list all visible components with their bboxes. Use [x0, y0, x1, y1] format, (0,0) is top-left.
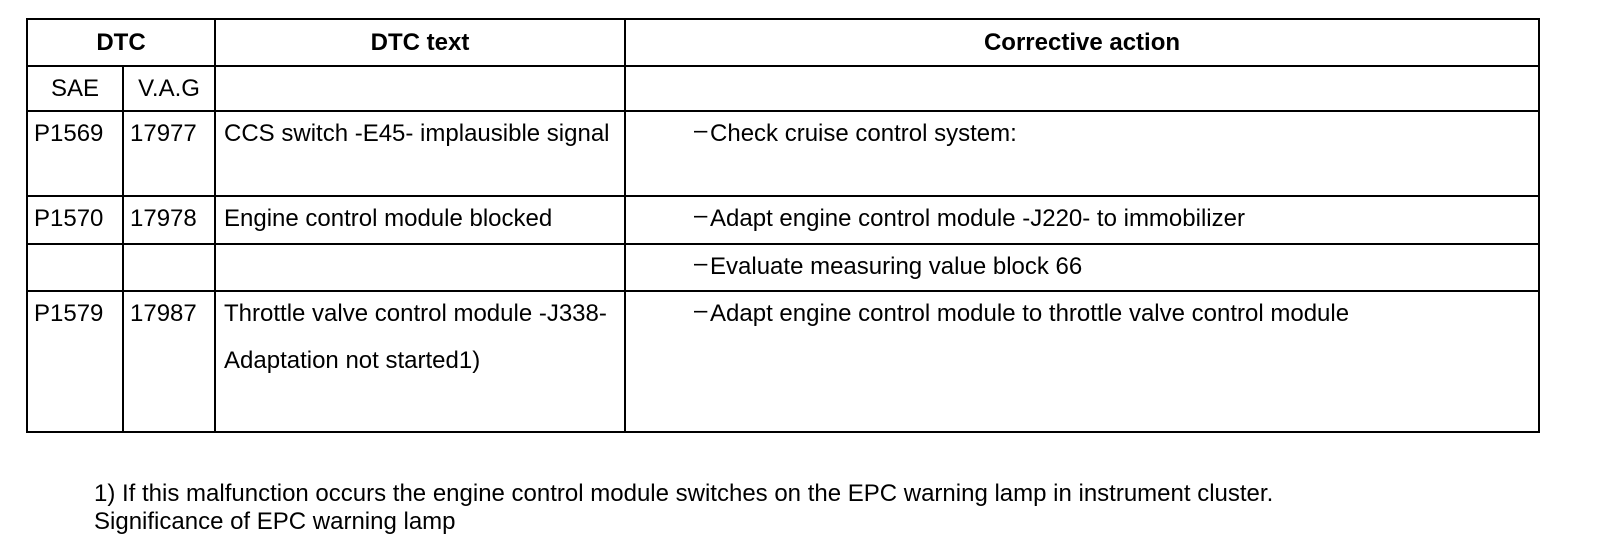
- subheader-empty-action: [625, 66, 1539, 111]
- subheader-empty-text: [215, 66, 625, 111]
- table-row: [27, 291, 1539, 432]
- sae-code-cell: P1579: [27, 291, 123, 432]
- sae-code-cell: [27, 244, 123, 291]
- table-row: [27, 196, 1539, 244]
- footnote-line: 1) If this malfunction occurs the engine control module switches on the EPC warning lamp in instrument cluster.: [94, 480, 1274, 507]
- sae-code-cell: P1570: [27, 196, 123, 244]
- dtc-text: Throttle valve control module -J338-: [224, 300, 607, 327]
- vag-code-cell: 17978: [123, 196, 215, 244]
- corrective-action-cell: [625, 196, 1539, 244]
- vag-code-cell: [123, 244, 215, 291]
- dtc-text: CCS switch -E45- implausible signal: [224, 120, 610, 147]
- corrective-action-text: Evaluate measuring value block 66: [710, 253, 1083, 280]
- corrective-action-text: Check cruise control system:: [710, 120, 1017, 147]
- table-row: [27, 111, 1539, 196]
- corrective-action-cell: [625, 291, 1539, 432]
- dtc-text-cell: [215, 244, 625, 291]
- header-dtc-text: DTC text: [215, 19, 625, 66]
- dtc-text: Engine control module blocked: [224, 205, 553, 232]
- corrective-action-text: Adapt engine control module -J220- to immobilizer: [710, 205, 1245, 232]
- subheader-sae: SAE: [27, 66, 123, 111]
- vag-code-cell: 17977: [123, 111, 215, 196]
- subheader-row: [27, 66, 1539, 111]
- dash-bullet: –: [694, 202, 708, 229]
- corrective-action-cell: [625, 111, 1539, 196]
- sae-code-cell: P1569: [27, 111, 123, 196]
- dtc-text-note: Adaptation not started1): [224, 347, 481, 374]
- corrective-action-text: Adapt engine control module to throttle valve control module: [710, 300, 1350, 327]
- header-dtc: DTC: [27, 19, 215, 66]
- corrective-action-cell: [625, 244, 1539, 291]
- dtc-text-cell: [215, 111, 625, 196]
- dash-bullet: –: [694, 297, 708, 324]
- dtc-text-cell: [215, 291, 625, 432]
- subheader-vag: V.A.G: [123, 66, 215, 111]
- footnote: [94, 480, 1534, 536]
- dash-bullet: –: [694, 117, 708, 144]
- vag-code-cell: 17987: [123, 291, 215, 432]
- header-corrective-action: Corrective action: [625, 19, 1539, 66]
- dash-bullet: –: [694, 250, 708, 277]
- dtc-text-cell: [215, 196, 625, 244]
- header-row: [27, 19, 1539, 66]
- table-row: [27, 244, 1539, 291]
- footnote-line: Significance of EPC warning lamp: [94, 508, 456, 535]
- dtc-table: [26, 18, 1540, 433]
